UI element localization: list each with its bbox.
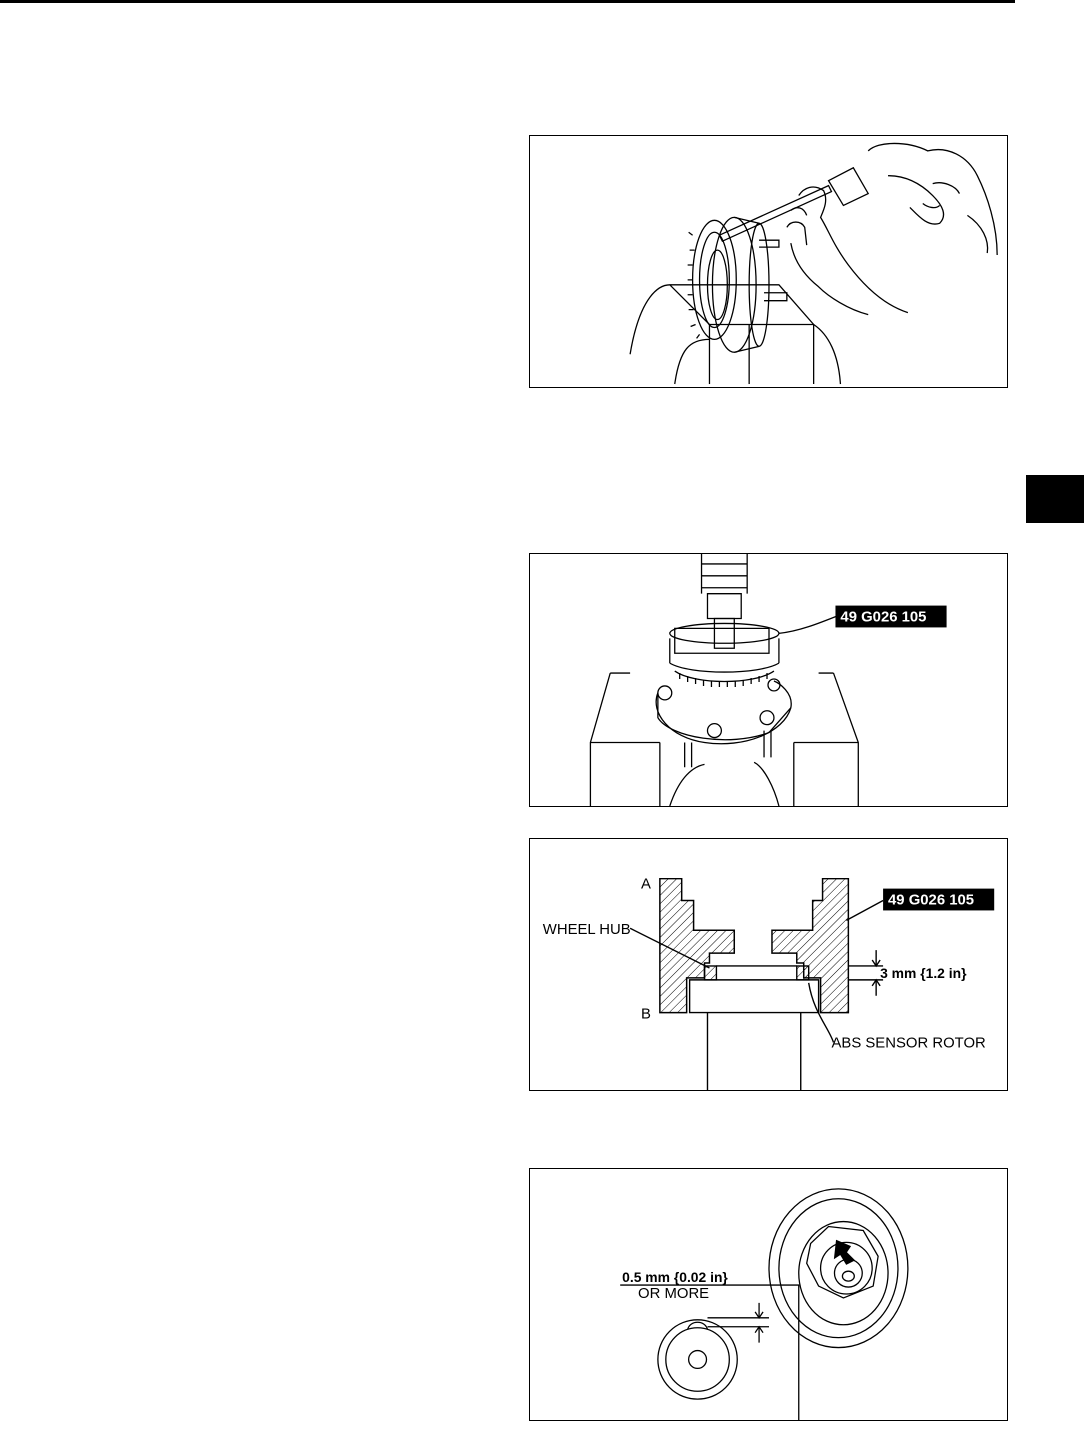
label-b: B: [641, 1006, 651, 1023]
label-a: A: [641, 876, 651, 893]
cross-section-diagram: [530, 839, 1007, 1090]
abs-sensor-rotor-label: ABS SENSOR ROTOR: [831, 1035, 986, 1052]
abs-rotor-removal-illustration: [530, 136, 1007, 387]
locknut-stake-illustration: [530, 1169, 1007, 1420]
section-tab: [1026, 475, 1084, 523]
figure-cross-section: [529, 838, 1008, 1091]
press-rotor-illustration: [530, 554, 1007, 806]
tool-number-label: 49 G026 105: [840, 609, 927, 626]
figure-abs-rotor-removal: [529, 135, 1008, 388]
stake-dimension: 0.5 mm {0.02 in}: [622, 1269, 728, 1286]
stake-arrow-icon: [834, 1240, 854, 1264]
figure-locknut-stake: [529, 1168, 1008, 1421]
wheel-hub-label: WHEEL HUB: [542, 922, 631, 939]
figure-press-rotor: [529, 553, 1008, 807]
clearance-dimension: 3 mm {1.2 in}: [880, 964, 967, 981]
tool-number-label-2: 49 G026 105: [888, 892, 975, 909]
header-rule: [0, 0, 1015, 3]
or-more-label: OR MORE: [638, 1285, 710, 1302]
